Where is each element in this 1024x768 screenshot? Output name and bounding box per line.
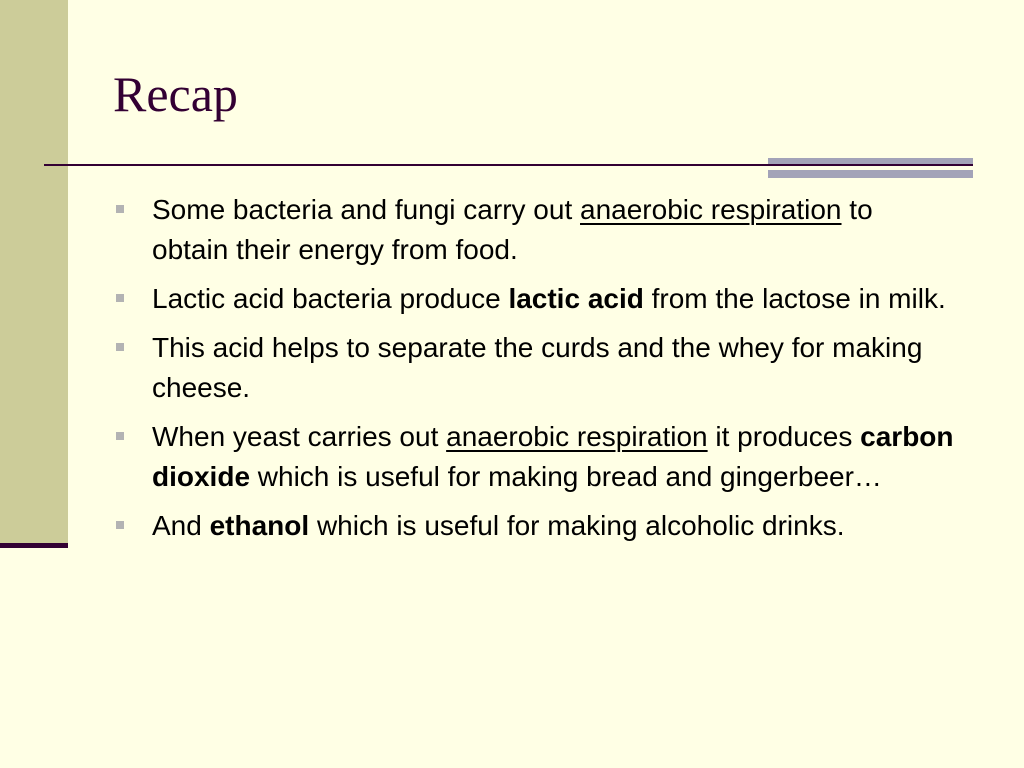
bullet-text: Lactic acid bacteria produce [152,283,509,314]
bold-term: ethanol [209,510,310,541]
bullet-text: And [152,510,210,541]
underlined-term: anaerobic respiration [580,194,842,225]
bullet-item [114,190,954,270]
underlined-term: anaerobic respiration [446,421,708,452]
bullet-text: to obtain their energy from food. [152,194,873,265]
slide-title: Recap [113,66,238,122]
accent-stripes [768,158,973,178]
left-decorative-bar [0,0,68,545]
bullet-text: which is useful for making alcoholic drinks. [309,510,845,541]
bullet-text: Some bacteria and fungi carry out [152,194,581,225]
bullet-item [114,328,954,408]
bullet-text: from the lactose in milk. [643,283,946,314]
bold-term: carbon dioxide [152,421,954,492]
bullet-text: which is useful for making bread and gingerbeer… [250,461,882,492]
square-bullet-icon [116,343,124,351]
bullet-item [114,417,954,497]
bold-term: lactic acid [508,283,644,314]
bullet-item [114,506,954,546]
bullet-text: When yeast carries out [152,421,447,452]
square-bullet-icon [116,521,124,529]
bullet-item [114,279,954,319]
square-bullet-icon [116,432,124,440]
bullet-text: it produces [707,421,861,452]
left-bar-underline [0,543,68,548]
bullet-text: This acid helps to separate the curds and the whey for making cheese. [152,332,923,403]
accent-stripe-bottom [768,170,973,178]
accent-stripe-top [768,158,973,164]
square-bullet-icon [116,294,124,302]
square-bullet-icon [116,205,124,213]
bullet-list [114,190,954,555]
